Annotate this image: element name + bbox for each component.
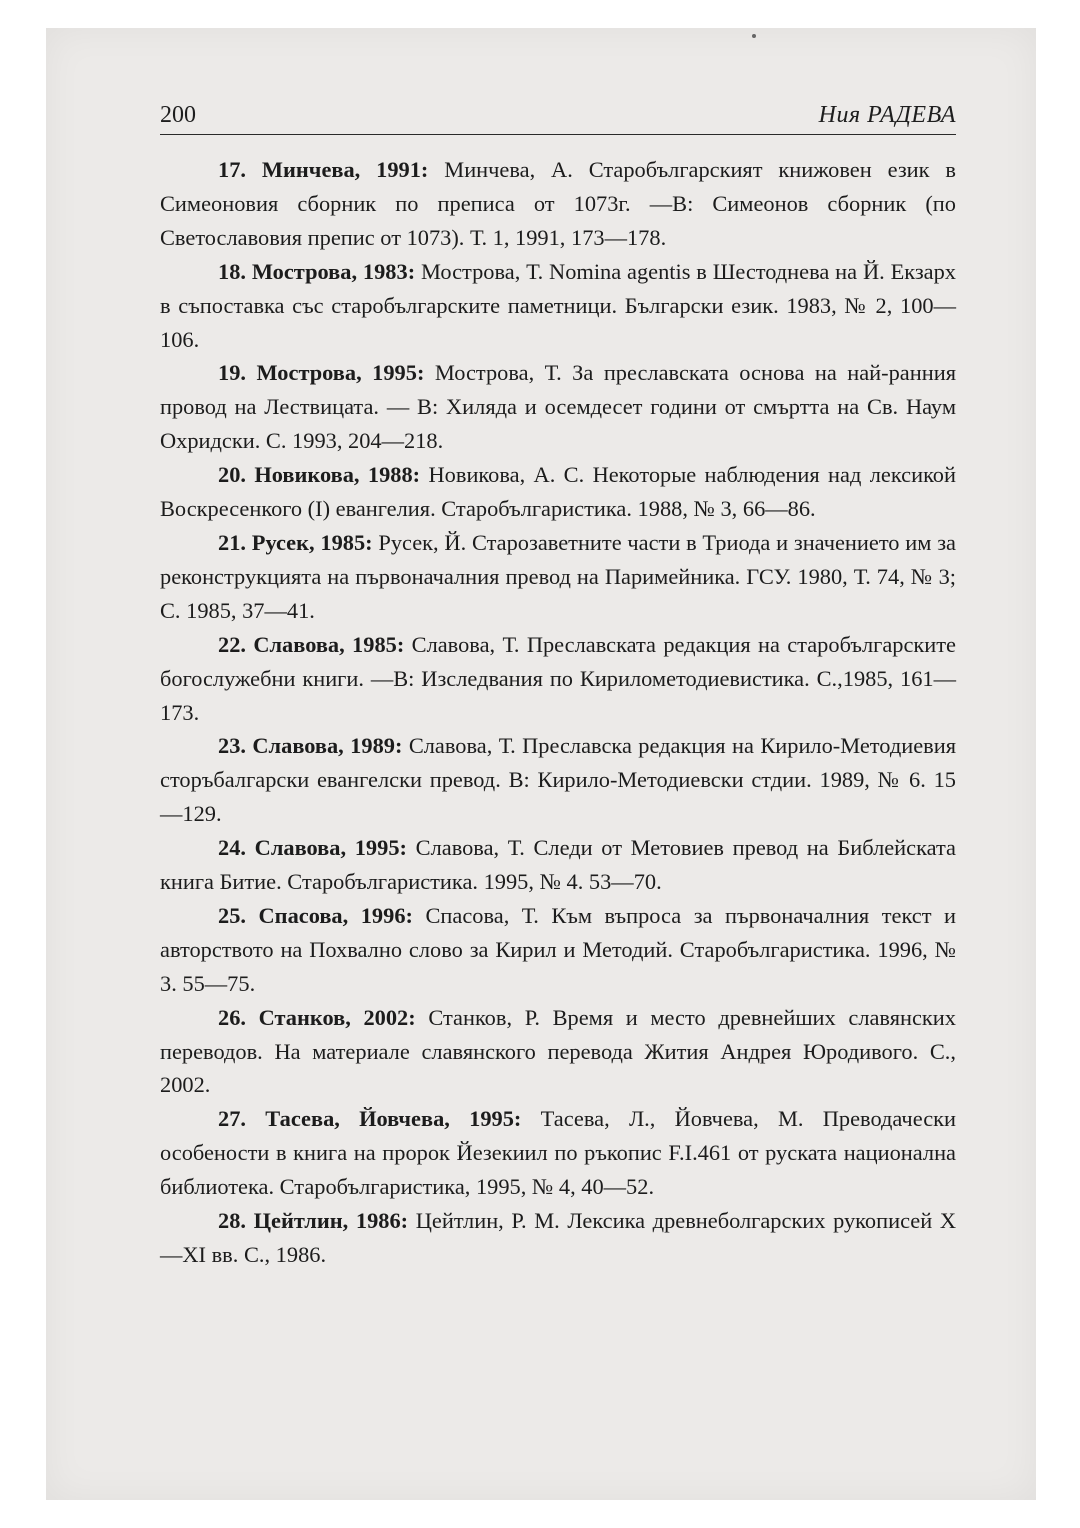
page-number: 200 (160, 102, 196, 128)
reference-item (160, 458, 956, 526)
reference-key: 18. Мострова, 1983: (218, 258, 416, 284)
reference-text: Славова, Т. Следи от Метовиев превод на Библейската книга Битие. Старобългаристика. 1995, № 4. 53—70. (160, 835, 956, 895)
reference-text: Цейтлин, Р. М. Лексика древнеболгарских рукописей X—XI вв. С., 1986. (160, 1208, 956, 1267)
reference-list (160, 153, 956, 1272)
reference-key: 22. Славова, 1985: (218, 631, 405, 657)
reference-item (160, 1102, 956, 1204)
reference-text: Спасова, Т. Към въпроса за първоначалния текст и авторството на Похвално слово за Кирил и Методий. Старобългаристика. 1996, № 3. 55—75. (160, 902, 956, 996)
reference-key: 25. Спасова, 1996: (218, 902, 413, 928)
reference-text: Русек, Й. Старозаветните части в Триода и значението им за реконструкцията на първоначалния превод на Паримейника. ГСУ. 1980, Т. 74, № 3; С. 1985, 37—41. (160, 529, 956, 623)
reference-key: 26. Станков, 2002: (218, 1004, 416, 1030)
reference-text: Мострова, Т. За преславската основа на най-ранния провод на Лествицата. — В: Хиляда и осемдесет години от смъртта на Св. Наум Охридски. С. 1993, 204—218. (160, 360, 956, 454)
reference-item (160, 729, 956, 831)
reference-text: Славова, Т. Преславската редакция на старобългарските богослужебни книги. —В: Изследвания по Кирилометодиевистика. С.,1985, 161—173. (160, 631, 956, 725)
reference-key: 19. Мострова, 1995: (218, 360, 425, 386)
speck-mark (752, 34, 756, 38)
reference-item (160, 1001, 956, 1103)
reference-key: 23. Славова, 1989: (218, 733, 403, 759)
reference-key: 28. Цейтлин, 1986: (218, 1208, 409, 1234)
reference-item (160, 831, 956, 899)
reference-key: 24. Славова, 1995: (218, 835, 407, 861)
reference-item (160, 628, 956, 730)
reference-item (160, 356, 956, 458)
reference-key: 27. Тасева, Йовчева, 1995: (218, 1106, 522, 1132)
reference-text: Станков, Р. Время и место древнейших славянских переводов. На материале славянского перевода Жития Андрея Юродивого. С., 2002. (160, 1004, 956, 1098)
reference-text: Новикова, А. С. Некоторые наблюдения над лексикой Воскресенкого (I) евангелия. Старобългаристика. 1988, № 3, 66—86. (160, 462, 956, 522)
reference-item (160, 1204, 956, 1272)
reference-text: Тасева, Л., Йовчева, М. Преводачески особености в книга на пророк Йезекиил по ръкопис F.I.461 от руската национална библиотека. Старобългаристика, 1995, № 4, 40—52. (160, 1106, 956, 1200)
reference-text: Славова, Т. Преславска редакция на Кирило-Методиевия сторъбалгарски евангелски превод. В: Кирило-Методиевски стдии. 1989, № 6. 15—129. (160, 733, 957, 827)
reference-key: 20. Новикова, 1988: (218, 462, 421, 488)
reference-item (160, 255, 956, 357)
reference-item (160, 153, 956, 255)
running-header (160, 102, 956, 135)
reference-text: Мострова, Т. Nomina agentis в Шестоднева на Й. Екзарх в съпоставка със старобългарските паметници. Български език. 1983, № 2, 100—106. (160, 258, 956, 352)
reference-key: 17. Минчева, 1991: (218, 157, 429, 182)
reference-text: Минчева, А. Старобългарският книжовен език в Симеоновия сборник по преписа от 1073г. —В: Симеонов сборник (по Светославовия препис от 1073). Т. 1, 1991, 173—178. (160, 157, 956, 250)
reference-key: 21. Русек, 1985: (218, 529, 373, 555)
running-header-author: Ния РАДЕВА (818, 102, 956, 128)
reference-item (160, 526, 956, 628)
reference-item (160, 899, 956, 1001)
